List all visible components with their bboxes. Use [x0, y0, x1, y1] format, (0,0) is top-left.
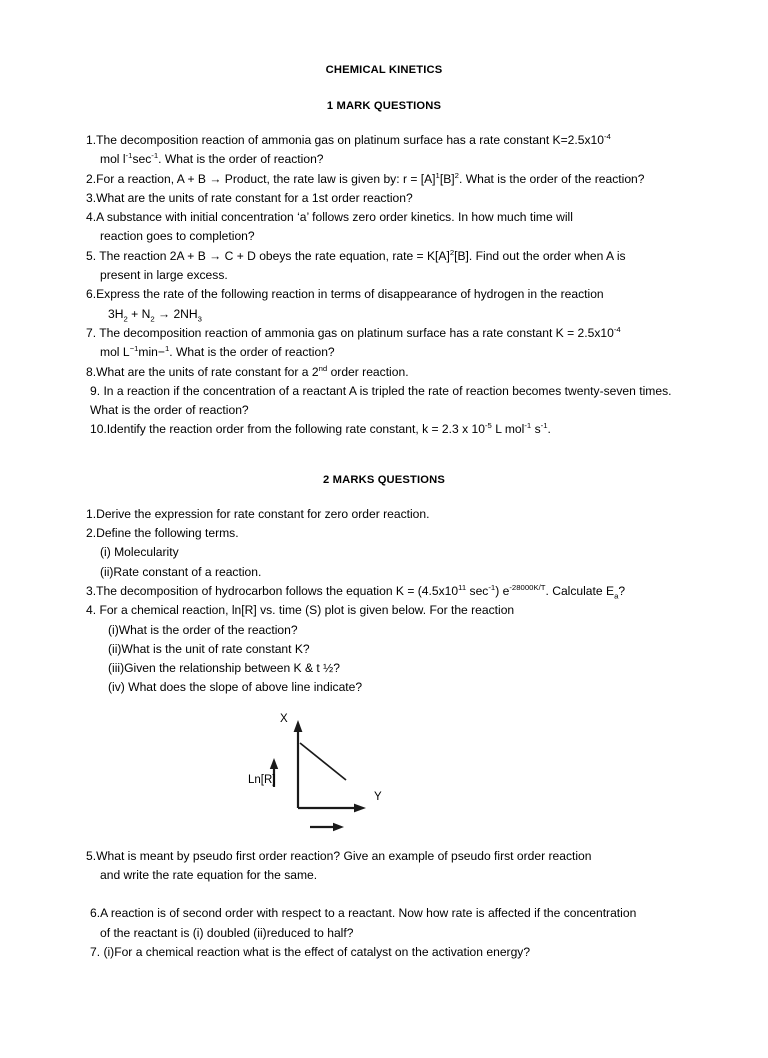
question-7-text: 7. The decomposition reaction of ammonia gas on platinum surface has a rate constant K = 2.5x10 — [86, 325, 614, 340]
two-marks-question-7: 7. (i)For a chemical reaction what is the effect of catalyst on the activation energy? — [90, 944, 531, 959]
question-4-line-1: 4.A substance with initial concentration ‘a’ follows zero order kinetics. In how much time will — [86, 210, 573, 225]
two-marks-question-1: 1.Derive the expression for rate constant for zero order reaction. — [86, 506, 430, 521]
question-7-unit-c: . What is the order of reaction? — [169, 345, 335, 360]
question-1-unit-exp-1: -1 — [125, 151, 133, 161]
question-1-unit-b: sec — [132, 152, 152, 167]
q3-text-a: 3.The decomposition of hydrocarbon follows the equation K = (4.5x10 — [86, 583, 459, 598]
spacer — [0, 440, 768, 474]
plot-axis-label-x: X — [280, 712, 288, 725]
question-10-text-c: s — [531, 422, 541, 437]
question-5-line-1 — [86, 247, 710, 266]
question-5-text-b: [B]. Find out the order when A is — [454, 248, 626, 263]
question-7-unit-exp-1: −1 — [129, 344, 139, 354]
document-page — [0, 64, 768, 1058]
question-5-text-a: 5. The reaction 2A + B → C + D obeys the rate equation, rate = K[A] — [86, 248, 450, 263]
two-marks-question-4-item-ii: (ii)What is the unit of rate constant K? — [108, 641, 310, 656]
question-2-exp-2: 2 — [454, 170, 459, 180]
question-10-exp-2: -1 — [524, 421, 532, 431]
question-2 — [86, 170, 710, 189]
time-arrowhead — [333, 823, 344, 831]
question-6-equation — [86, 305, 710, 324]
question-1-unit-exp-2: -1 — [151, 151, 159, 161]
plot-container — [0, 712, 768, 847]
spacer — [86, 885, 710, 904]
question-10-exp-3: -1 — [540, 421, 548, 431]
x-axis-arrowhead — [354, 803, 366, 812]
question-5-line-2: present in large excess. — [100, 268, 228, 283]
question-2-text-c: . What is the order of the reaction? — [458, 171, 645, 186]
q3-sub-a: a — [614, 591, 619, 601]
two-marks-question-2-item-ii: (ii)Rate constant of a reaction. — [100, 564, 262, 579]
question-8-ordinal: nd — [318, 363, 328, 373]
ln-r-arrowhead — [270, 758, 278, 769]
question-1-line-1 — [86, 131, 710, 150]
question-1-exponent: -4 — [603, 131, 611, 141]
two-marks-question-6-line-1: 6.A reaction is of second order with respect to a reactant. Now how rate is affected if the concentration — [90, 906, 637, 921]
two-marks-question-5-line-2: and write the rate equation for the same. — [100, 868, 318, 883]
equation-part-c: → 2NH — [154, 306, 198, 321]
two-marks-question-list — [86, 505, 710, 698]
question-2-text-a: 2.For a reaction, A + B → Product, the rate law is given by: r = [A] — [86, 171, 436, 186]
question-2-exp-1: 1 — [435, 170, 440, 180]
question-9-line-1: 9. In a reaction if the concentration of a reactant A is tripled the rate of reaction becomes twenty-seven times. — [90, 383, 672, 398]
equation-sub-1: 2 — [123, 314, 128, 324]
equation-part-a: 3H — [108, 306, 124, 321]
two-marks-question-4-item-iii: (iii)Given the relationship between K & t ½? — [108, 661, 340, 676]
q3-text-d: . Calculate E — [545, 583, 615, 598]
question-7-unit-exp-2: 1 — [164, 344, 170, 354]
question-1-unit-c: . What is the order of reaction? — [158, 152, 324, 167]
q3-text-e: ? — [618, 583, 626, 598]
question-8 — [86, 363, 710, 382]
question-10-text-b: L mol — [491, 422, 525, 437]
section-heading-one-mark: 1 MARK QUESTIONS — [326, 100, 442, 112]
question-5-exp: 2 — [449, 247, 455, 257]
two-marks-question-list-continued — [86, 847, 710, 962]
question-10 — [86, 420, 710, 439]
question-1-line-2 — [86, 150, 710, 169]
question-7-unit-a: mol L — [100, 345, 130, 360]
question-8-text-a: 8.What are the units of rate constant for a 2 — [86, 364, 319, 379]
one-mark-question-list — [86, 131, 710, 440]
equation-part-b: + N — [127, 306, 151, 321]
equation-sub-2: 2 — [150, 314, 155, 324]
plot-axis-label-y: Y — [374, 790, 382, 803]
two-marks-question-2-item-i: (i) Molecularity — [100, 545, 179, 560]
plot-series-label: Ln[R] — [248, 773, 276, 786]
question-1-unit-a: mol l — [100, 152, 126, 167]
two-marks-question-4-item-i: (i)What is the order of the reaction? — [108, 622, 298, 637]
page-title: CHEMICAL KINETICS — [325, 64, 443, 76]
question-9-line-2: What is the order of reaction? — [90, 403, 249, 418]
two-marks-question-5-line-1: 5.What is meant by pseudo first order reaction? Give an example of pseudo first order reaction — [86, 848, 592, 863]
question-7-line-2 — [86, 343, 710, 362]
question-10-text-d: . — [547, 422, 551, 437]
section-heading-two-marks: 2 MARKS QUESTIONS — [323, 473, 445, 486]
question-10-text-a: 10.Identify the reaction order from the following rate constant, k = 2.3 x 10 — [90, 422, 485, 437]
y-axis-arrowhead — [294, 720, 303, 732]
question-6-line-1: 6.Express the rate of the following reaction in terms of disappearance of hydrogen in the reaction — [86, 287, 604, 302]
ln-r-vs-time-plot — [248, 712, 408, 842]
q3-exp-3: -28000K/T — [509, 582, 546, 592]
q3-text-b: sec — [466, 583, 489, 598]
q3-exp-2: -1 — [488, 582, 496, 592]
question-10-exp-1: -5 — [484, 421, 492, 431]
equation-sub-3: 3 — [197, 314, 202, 324]
spacer — [0, 112, 768, 131]
question-8-text-b: order reaction. — [327, 364, 409, 379]
two-marks-question-3 — [86, 582, 710, 601]
question-4-line-2: reaction goes to completion? — [100, 229, 255, 244]
two-marks-question-2: 2.Define the following terms. — [86, 526, 239, 541]
question-7-unit-b: min− — [138, 345, 165, 360]
question-7-exponent: -4 — [613, 324, 621, 334]
q3-exp-1: 11 — [458, 582, 467, 592]
two-marks-question-4-item-iv: (iv) What does the slope of above line indicate? — [108, 680, 363, 695]
two-marks-question-6-line-2: of the reactant is (i) doubled (ii)reduced to half? — [100, 925, 354, 940]
question-7-line-1 — [86, 324, 710, 343]
q3-text-c: ) e — [495, 583, 510, 598]
question-1-text: 1.The decomposition reaction of ammonia gas on platinum surface has a rate constant K=2.5x10 — [86, 133, 604, 147]
question-3: 3.What are the units of rate constant for a 1st order reaction? — [86, 190, 413, 205]
question-2-text-b: [B] — [439, 171, 455, 186]
two-marks-question-4: 4. For a chemical reaction, ln[R] vs. time (S) plot is given below. For the reaction — [86, 603, 515, 618]
data-line — [300, 743, 346, 780]
spacer — [0, 486, 768, 505]
